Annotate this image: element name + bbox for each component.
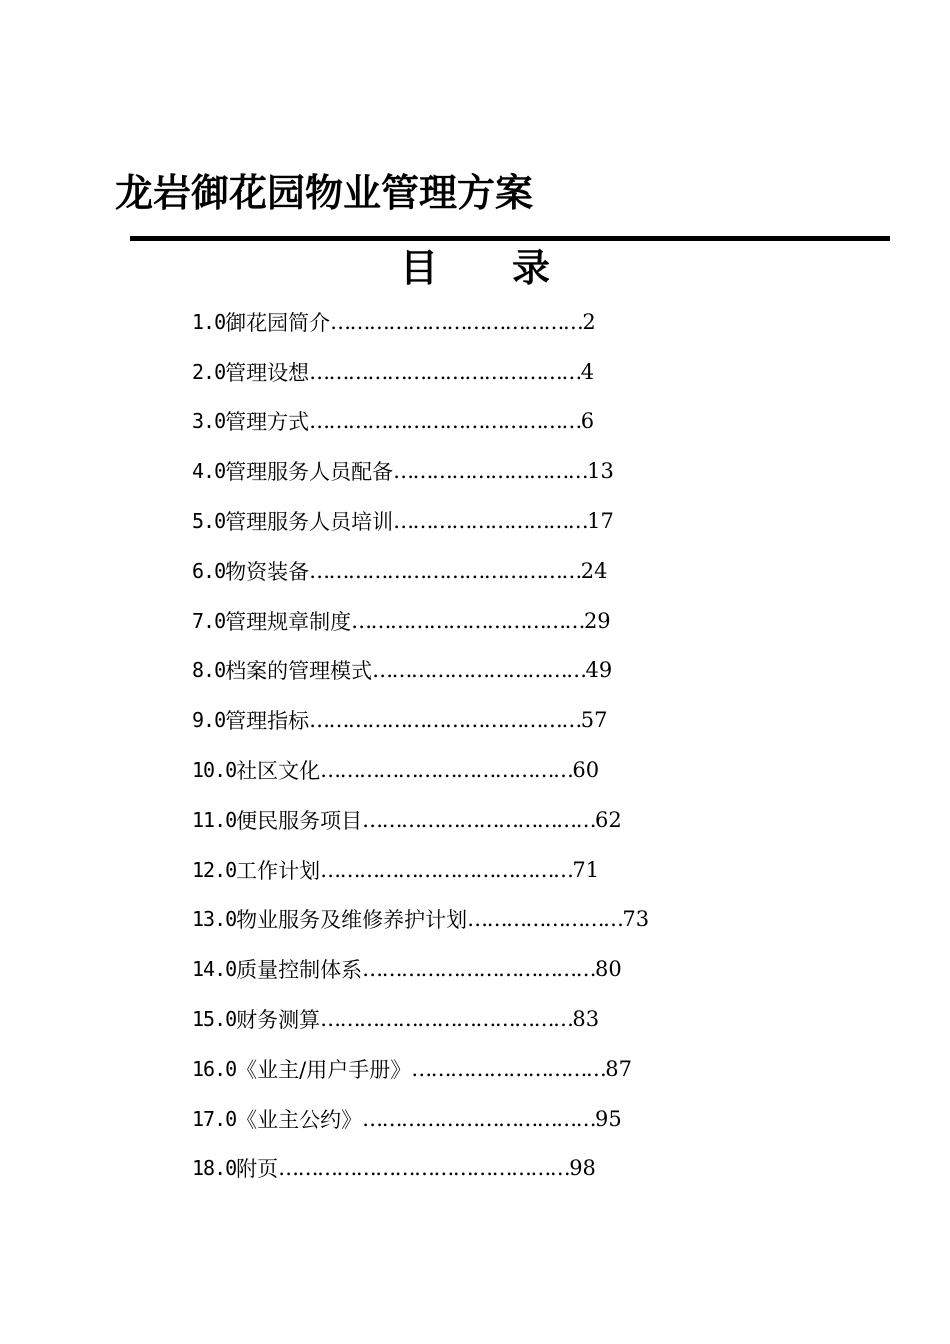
toc-entry[interactable]: [192, 347, 812, 397]
toc-entry-label: 财务测算: [236, 1008, 321, 1033]
toc-entry-number: 10.0: [192, 758, 237, 783]
toc-entry[interactable]: [192, 845, 812, 895]
toc-entry[interactable]: [192, 695, 812, 745]
toc-entry-number: 12.0: [192, 857, 237, 882]
toc-heading-char-2: 录: [511, 246, 550, 290]
toc-entry-label: 御花园简介: [225, 310, 331, 335]
toc-entry-page: 83: [572, 1007, 600, 1032]
table-of-contents: [192, 297, 812, 1193]
toc-entry[interactable]: [192, 596, 812, 646]
toc-entry-label: 管理设想: [225, 360, 310, 385]
toc-entry-number: 14.0: [192, 957, 237, 982]
toc-entry-label: 管理服务人员培训: [225, 510, 394, 535]
toc-entry-number: 17.0: [192, 1106, 237, 1131]
toc-entry-page: 29: [583, 608, 611, 633]
toc-entry-page: 4: [580, 359, 595, 384]
toc-heading: [400, 244, 550, 292]
toc-entry-label: 社区文化: [236, 759, 321, 784]
toc-leader-dots: ………………………………: [362, 957, 595, 982]
toc-leader-dots: ……………………………………: [309, 359, 581, 384]
toc-entry-number: 11.0: [192, 807, 237, 832]
toc-heading-char-1: 目: [400, 246, 439, 290]
toc-entry-label: 附页: [236, 1157, 279, 1182]
toc-leader-dots: ………………………………: [362, 1106, 595, 1131]
toc-entry[interactable]: [192, 446, 812, 496]
toc-entry[interactable]: [192, 496, 812, 546]
toc-entry-page: 13: [587, 459, 614, 484]
toc-entry-page: 95: [594, 1106, 622, 1131]
toc-entry-label: 工作计划: [236, 858, 321, 883]
toc-entry-number: 15.0: [192, 1007, 237, 1032]
toc-entry-page: 80: [594, 957, 622, 982]
toc-leader-dots: ……………………………: [372, 658, 586, 683]
toc-entry[interactable]: [192, 944, 812, 994]
toc-entry-page: 98: [569, 1156, 596, 1181]
toc-entry-number: 8.0: [192, 658, 226, 683]
toc-leader-dots: ……………………………………: [309, 558, 581, 583]
toc-entry-label: 管理服务人员配备: [225, 460, 394, 485]
toc-entry-number: 7.0: [192, 608, 226, 633]
toc-entry-number: 16.0: [192, 1056, 237, 1081]
toc-leader-dots: …………………………: [411, 1056, 606, 1081]
toc-entry[interactable]: [192, 745, 812, 795]
toc-entry-label: 物业服务及维修养护计划: [236, 908, 468, 933]
toc-entry-label: 便民服务项目: [236, 808, 363, 833]
toc-entry-page: 49: [585, 658, 613, 683]
toc-entry-page: 71: [572, 857, 600, 882]
toc-entry-label: 《业主公约》: [236, 1107, 363, 1132]
toc-entry-label: 物资装备: [225, 559, 310, 584]
toc-entry[interactable]: [192, 1094, 812, 1144]
toc-entry-page: 73: [622, 907, 650, 932]
toc-entry-page: 62: [594, 807, 622, 832]
toc-entry-label: 管理方式: [225, 410, 310, 435]
toc-leader-dots: …………………………………: [320, 758, 573, 783]
toc-entry-number: 1.0: [192, 309, 226, 334]
toc-entry[interactable]: [192, 895, 812, 945]
toc-entry-label: 管理指标: [225, 709, 310, 734]
toc-entry-number: 18.0: [192, 1156, 237, 1181]
toc-entry-number: 6.0: [192, 558, 226, 583]
toc-entry[interactable]: [192, 646, 812, 696]
toc-entry[interactable]: [192, 1144, 812, 1194]
toc-leader-dots: …………………………………: [320, 857, 573, 882]
toc-entry-page: 17: [587, 509, 614, 534]
toc-entry-number: 9.0: [192, 708, 226, 733]
toc-entry[interactable]: [192, 795, 812, 845]
toc-entry-number: 3.0: [192, 409, 226, 434]
toc-entry-label: 管理规章制度: [225, 609, 352, 634]
toc-entry-number: 2.0: [192, 359, 226, 384]
toc-leader-dots: ……………………………………: [309, 708, 581, 733]
toc-entry-page: 6: [580, 409, 595, 434]
toc-entry-page: 2: [582, 309, 596, 334]
toc-entry-page: 60: [572, 758, 600, 783]
toc-leader-dots: …………………………: [393, 459, 588, 484]
toc-entry[interactable]: [192, 297, 812, 347]
toc-entry-page: 87: [605, 1056, 632, 1081]
toc-entry-label: 质量控制体系: [236, 958, 363, 983]
toc-entry-page: 57: [580, 708, 608, 733]
toc-entry[interactable]: [192, 1044, 812, 1094]
toc-leader-dots: …………………………: [393, 509, 588, 534]
toc-entry-number: 4.0: [192, 459, 226, 484]
page-title: 龙岩御花园物业管理方案: [115, 171, 534, 215]
toc-entry-label: 《业主/用户手册》: [236, 1057, 412, 1082]
toc-leader-dots: ………………………………………: [278, 1156, 570, 1181]
toc-leader-dots: ……………………………………: [309, 409, 581, 434]
toc-entry-number: 13.0: [192, 907, 237, 932]
toc-leader-dots: ……………………: [467, 907, 623, 932]
toc-entry-page: 24: [580, 558, 608, 583]
toc-leader-dots: ………………………………: [362, 807, 595, 832]
toc-leader-dots: …………………………………: [320, 1007, 573, 1032]
toc-entry[interactable]: [192, 994, 812, 1044]
toc-leader-dots: ………………………………: [351, 608, 584, 633]
toc-entry-number: 5.0: [192, 509, 226, 534]
toc-entry-label: 档案的管理模式: [225, 659, 373, 684]
toc-entry[interactable]: [192, 397, 812, 447]
toc-entry[interactable]: [192, 546, 812, 596]
toc-leader-dots: …………………………………: [330, 309, 583, 334]
title-divider: [130, 236, 890, 241]
